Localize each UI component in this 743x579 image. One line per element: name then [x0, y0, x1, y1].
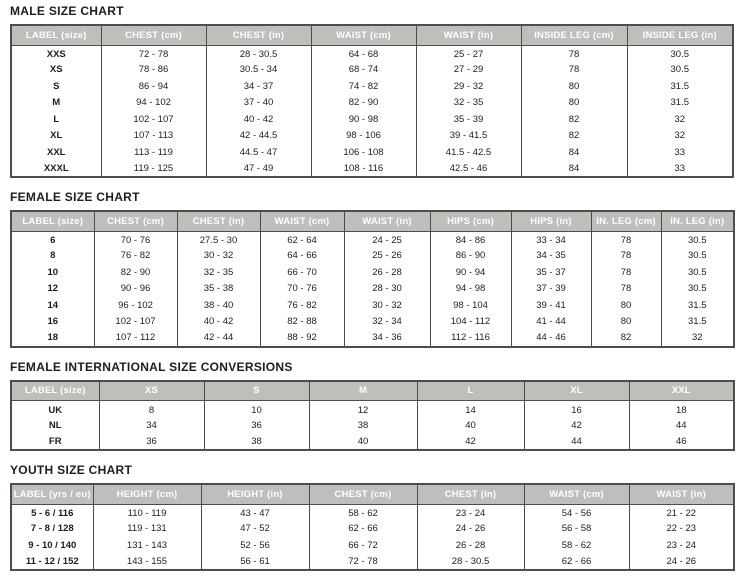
row-label-cell: 18 — [11, 330, 94, 347]
table-row — [11, 248, 734, 265]
row-label-cell: NL — [11, 417, 99, 434]
table-cell: 42 - 44 — [177, 330, 260, 347]
female-size-table — [10, 210, 735, 348]
table-cell: 39 - 41 — [511, 297, 591, 314]
table-cell: 102 - 107 — [101, 111, 206, 128]
table-cell: 78 — [591, 231, 661, 248]
table-cell: 42.5 - 46 — [416, 161, 521, 178]
table-cell: 24 - 26 — [629, 554, 734, 571]
table-cell: 30.5 - 34 — [206, 62, 311, 79]
column-header: XL — [524, 381, 629, 401]
table-cell: 28 - 30.5 — [206, 45, 311, 62]
column-header: CHEST (in) — [206, 25, 311, 45]
header-row — [11, 211, 734, 231]
column-header: LABEL (yrs / eu) — [11, 484, 93, 504]
female-international-conversions-table — [10, 380, 735, 452]
table-cell: 66 - 72 — [309, 537, 417, 554]
table-cell: 30.5 — [627, 45, 733, 62]
table-row — [11, 264, 734, 281]
table-cell: 80 — [591, 297, 661, 314]
table-cell: 34 - 35 — [511, 248, 591, 265]
table-cell: 52 - 56 — [201, 537, 309, 554]
column-header: INSIDE LEG (in) — [627, 25, 733, 45]
table-cell: 86 - 94 — [101, 78, 206, 95]
table-cell: 82 - 90 — [311, 95, 416, 112]
table-cell: 44 — [524, 434, 629, 451]
table-row — [11, 111, 733, 128]
table-cell: 58 - 62 — [524, 537, 629, 554]
table-cell: 86 - 90 — [430, 248, 511, 265]
table-cell: 30.5 — [661, 264, 734, 281]
table-cell: 84 - 86 — [430, 231, 511, 248]
table-cell: 78 — [521, 45, 627, 62]
table-cell: 22 - 23 — [629, 521, 734, 538]
table-cell: 98 - 106 — [311, 128, 416, 145]
column-header: CHEST (cm) — [94, 211, 177, 231]
youth-size-chart-section — [10, 463, 733, 571]
table-cell: 76 - 82 — [260, 297, 344, 314]
table-cell: 14 — [417, 401, 524, 418]
table-cell: 38 — [204, 434, 309, 451]
row-label-cell: L — [11, 111, 101, 128]
table-cell: 47 - 52 — [201, 521, 309, 538]
table-cell: 42 — [524, 417, 629, 434]
table-cell: 62 - 66 — [309, 521, 417, 538]
column-header: HEIGHT (cm) — [93, 484, 201, 504]
table-cell: 96 - 102 — [94, 297, 177, 314]
table-cell: 42 — [417, 434, 524, 451]
table-cell: 28 - 30 — [344, 281, 430, 298]
column-header: INSIDE LEG (cm) — [521, 25, 627, 45]
table-cell: 40 — [309, 434, 417, 451]
column-header: IN. LEG (cm) — [591, 211, 661, 231]
table-cell: 41 - 44 — [511, 314, 591, 331]
table-row — [11, 144, 733, 161]
table-cell: 82 — [521, 111, 627, 128]
table-cell: 54 - 56 — [524, 504, 629, 521]
table-cell: 32 - 34 — [344, 314, 430, 331]
table-cell: 106 - 108 — [311, 144, 416, 161]
table-cell: 30.5 — [661, 281, 734, 298]
column-header: L — [417, 381, 524, 401]
table-cell: 34 - 36 — [344, 330, 430, 347]
row-label-cell: 11 - 12 / 152 — [11, 554, 93, 571]
column-header: IN. LEG (in) — [661, 211, 734, 231]
table-cell: 42 - 44.5 — [206, 128, 311, 145]
column-header: WAIST (in) — [344, 211, 430, 231]
table-cell: 102 - 107 — [94, 314, 177, 331]
table-cell: 8 — [99, 401, 204, 418]
table-cell: 70 - 76 — [94, 231, 177, 248]
table-cell: 26 - 28 — [417, 537, 524, 554]
header-row — [11, 381, 734, 401]
table-row — [11, 161, 733, 178]
column-header: CHEST (in) — [417, 484, 524, 504]
table-cell: 32 - 35 — [177, 264, 260, 281]
table-cell: 21 - 22 — [629, 504, 734, 521]
table-cell: 32 — [661, 330, 734, 347]
table-cell: 33 - 34 — [511, 231, 591, 248]
table-cell: 31.5 — [627, 78, 733, 95]
table-cell: 35 - 37 — [511, 264, 591, 281]
table-cell: 143 - 155 — [93, 554, 201, 571]
table-cell: 119 - 125 — [101, 161, 206, 178]
table-cell: 25 - 27 — [416, 45, 521, 62]
table-cell: 38 - 40 — [177, 297, 260, 314]
table-cell: 70 - 76 — [260, 281, 344, 298]
table-cell: 24 - 26 — [417, 521, 524, 538]
table-cell: 34 - 37 — [206, 78, 311, 95]
table-cell: 107 - 113 — [101, 128, 206, 145]
table-cell: 80 — [591, 314, 661, 331]
table-row — [11, 521, 734, 538]
table-cell: 94 - 102 — [101, 95, 206, 112]
table-cell: 82 — [521, 128, 627, 145]
table-cell: 76 - 82 — [94, 248, 177, 265]
table-cell: 28 - 30.5 — [417, 554, 524, 571]
header-row — [11, 484, 734, 504]
table-cell: 107 - 112 — [94, 330, 177, 347]
column-header: LABEL (size) — [11, 381, 99, 401]
female-international-conversions-title: FEMALE INTERNATIONAL SIZE CONVERSIONS — [10, 359, 293, 374]
table-cell: 64 - 66 — [260, 248, 344, 265]
table-cell: 72 - 78 — [309, 554, 417, 571]
table-cell: 78 — [591, 248, 661, 265]
female-international-conversions-section — [10, 360, 733, 452]
male-size-table — [10, 24, 734, 178]
column-header: WAIST (cm) — [311, 25, 416, 45]
table-row — [11, 401, 734, 418]
table-cell: 84 — [521, 144, 627, 161]
male-size-chart-title: MALE SIZE CHART — [10, 4, 124, 18]
table-cell: 64 - 68 — [311, 45, 416, 62]
column-header: HIPS (cm) — [430, 211, 511, 231]
youth-size-chart-title: YOUTH SIZE CHART — [10, 463, 133, 477]
table-cell: 37 - 39 — [511, 281, 591, 298]
column-header: HIPS (in) — [511, 211, 591, 231]
table-cell: 32 — [627, 111, 733, 128]
table-cell: 58 - 62 — [309, 504, 417, 521]
column-header: CHEST (cm) — [101, 25, 206, 45]
table-cell: 40 - 42 — [177, 314, 260, 331]
table-cell: 30.5 — [661, 248, 734, 265]
table-cell: 39 - 41.5 — [416, 128, 521, 145]
table-cell: 32 - 35 — [416, 95, 521, 112]
column-header: S — [204, 381, 309, 401]
table-cell: 23 - 24 — [629, 537, 734, 554]
table-cell: 104 - 112 — [430, 314, 511, 331]
table-cell: 38 — [309, 417, 417, 434]
column-header: CHEST (cm) — [309, 484, 417, 504]
row-label-cell: XXL — [11, 144, 101, 161]
column-header: M — [309, 381, 417, 401]
table-row — [11, 95, 733, 112]
table-cell: 44 — [629, 417, 734, 434]
table-cell: 10 — [204, 401, 309, 418]
table-cell: 36 — [99, 434, 204, 451]
table-cell: 90 - 94 — [430, 264, 511, 281]
table-row — [11, 314, 734, 331]
table-row — [11, 330, 734, 347]
table-cell: 74 - 82 — [311, 78, 416, 95]
table-cell: 31.5 — [627, 95, 733, 112]
table-cell: 56 - 61 — [201, 554, 309, 571]
table-cell: 12 — [309, 401, 417, 418]
table-cell: 82 - 90 — [94, 264, 177, 281]
row-label-cell: S — [11, 78, 101, 95]
row-label-cell: 12 — [11, 281, 94, 298]
table-cell: 27 - 29 — [416, 62, 521, 79]
table-row — [11, 297, 734, 314]
table-cell: 78 - 86 — [101, 62, 206, 79]
table-cell: 119 - 131 — [93, 521, 201, 538]
table-cell: 84 — [521, 161, 627, 178]
row-label-cell: UK — [11, 401, 99, 418]
row-label-cell: FR — [11, 434, 99, 451]
table-cell: 90 - 96 — [94, 281, 177, 298]
row-label-cell: M — [11, 95, 101, 112]
table-row — [11, 78, 733, 95]
row-label-cell: XL — [11, 128, 101, 145]
table-row — [11, 537, 734, 554]
column-header: WAIST (in) — [629, 484, 734, 504]
table-row — [11, 504, 734, 521]
table-cell: 47 - 49 — [206, 161, 311, 178]
row-label-cell: XXXL — [11, 161, 101, 178]
table-cell: 30 - 32 — [177, 248, 260, 265]
table-row — [11, 434, 734, 451]
table-row — [11, 231, 734, 248]
table-cell: 62 - 66 — [524, 554, 629, 571]
row-label-cell: XS — [11, 62, 101, 79]
table-cell: 25 - 26 — [344, 248, 430, 265]
table-cell: 80 — [521, 95, 627, 112]
column-header: LABEL (size) — [11, 211, 94, 231]
column-header: WAIST (in) — [416, 25, 521, 45]
table-cell: 24 - 25 — [344, 231, 430, 248]
column-header: HEIGHT (in) — [201, 484, 309, 504]
table-cell: 27.5 - 30 — [177, 231, 260, 248]
table-row — [11, 128, 733, 145]
table-cell: 82 - 88 — [260, 314, 344, 331]
table-cell: 131 - 143 — [93, 537, 201, 554]
table-cell: 94 - 98 — [430, 281, 511, 298]
table-cell: 56 - 58 — [524, 521, 629, 538]
column-header: XXL — [629, 381, 734, 401]
table-cell: 46 — [629, 434, 734, 451]
female-size-chart-title: FEMALE SIZE CHART — [10, 190, 140, 204]
table-cell: 78 — [591, 281, 661, 298]
table-cell: 18 — [629, 401, 734, 418]
table-cell: 110 - 119 — [93, 504, 201, 521]
table-cell: 78 — [591, 264, 661, 281]
table-cell: 108 - 116 — [311, 161, 416, 178]
table-cell: 44 - 46 — [511, 330, 591, 347]
row-label-cell: 5 - 6 / 116 — [11, 504, 93, 521]
table-cell: 90 - 98 — [311, 111, 416, 128]
table-cell: 30.5 — [661, 231, 734, 248]
table-cell: 16 — [524, 401, 629, 418]
row-label-cell: 10 — [11, 264, 94, 281]
male-size-chart-section — [10, 4, 733, 178]
table-cell: 98 - 104 — [430, 297, 511, 314]
row-label-cell: XXS — [11, 45, 101, 62]
column-header: CHEST (in) — [177, 211, 260, 231]
column-header: WAIST (cm) — [260, 211, 344, 231]
row-label-cell: 7 - 8 / 128 — [11, 521, 93, 538]
table-row — [11, 417, 734, 434]
column-header: LABEL (size) — [11, 25, 101, 45]
row-label-cell: 6 — [11, 231, 94, 248]
table-cell: 66 - 70 — [260, 264, 344, 281]
table-cell: 72 - 78 — [101, 45, 206, 62]
table-row — [11, 62, 733, 79]
table-cell: 40 - 42 — [206, 111, 311, 128]
row-label-cell: 14 — [11, 297, 94, 314]
youth-size-table — [10, 483, 735, 571]
row-label-cell: 16 — [11, 314, 94, 331]
table-cell: 80 — [521, 78, 627, 95]
table-cell: 30.5 — [627, 62, 733, 79]
table-cell: 37 - 40 — [206, 95, 311, 112]
column-header: XS — [99, 381, 204, 401]
table-cell: 68 - 74 — [311, 62, 416, 79]
table-cell: 34 — [99, 417, 204, 434]
table-cell: 33 — [627, 161, 733, 178]
table-row — [11, 281, 734, 298]
table-row — [11, 554, 734, 571]
table-cell: 30 - 32 — [344, 297, 430, 314]
table-cell: 32 — [627, 128, 733, 145]
female-size-chart-section — [10, 190, 733, 348]
table-cell: 113 - 119 — [101, 144, 206, 161]
table-cell: 35 - 39 — [416, 111, 521, 128]
table-cell: 44.5 - 47 — [206, 144, 311, 161]
table-row — [11, 45, 733, 62]
table-cell: 43 - 47 — [201, 504, 309, 521]
header-row — [11, 25, 733, 45]
row-label-cell: 9 - 10 / 140 — [11, 537, 93, 554]
row-label-cell: 8 — [11, 248, 94, 265]
table-cell: 112 - 116 — [430, 330, 511, 347]
table-cell: 23 - 24 — [417, 504, 524, 521]
table-cell: 82 — [591, 330, 661, 347]
table-cell: 29 - 32 — [416, 78, 521, 95]
column-header: WAIST (cm) — [524, 484, 629, 504]
table-cell: 88 - 92 — [260, 330, 344, 347]
table-cell: 36 — [204, 417, 309, 434]
table-cell: 78 — [521, 62, 627, 79]
table-cell: 35 - 38 — [177, 281, 260, 298]
table-cell: 33 — [627, 144, 733, 161]
table-cell: 40 — [417, 417, 524, 434]
table-cell: 26 - 28 — [344, 264, 430, 281]
table-cell: 31.5 — [661, 297, 734, 314]
table-cell: 62 - 64 — [260, 231, 344, 248]
table-cell: 41.5 - 42.5 — [416, 144, 521, 161]
table-cell: 31.5 — [661, 314, 734, 331]
